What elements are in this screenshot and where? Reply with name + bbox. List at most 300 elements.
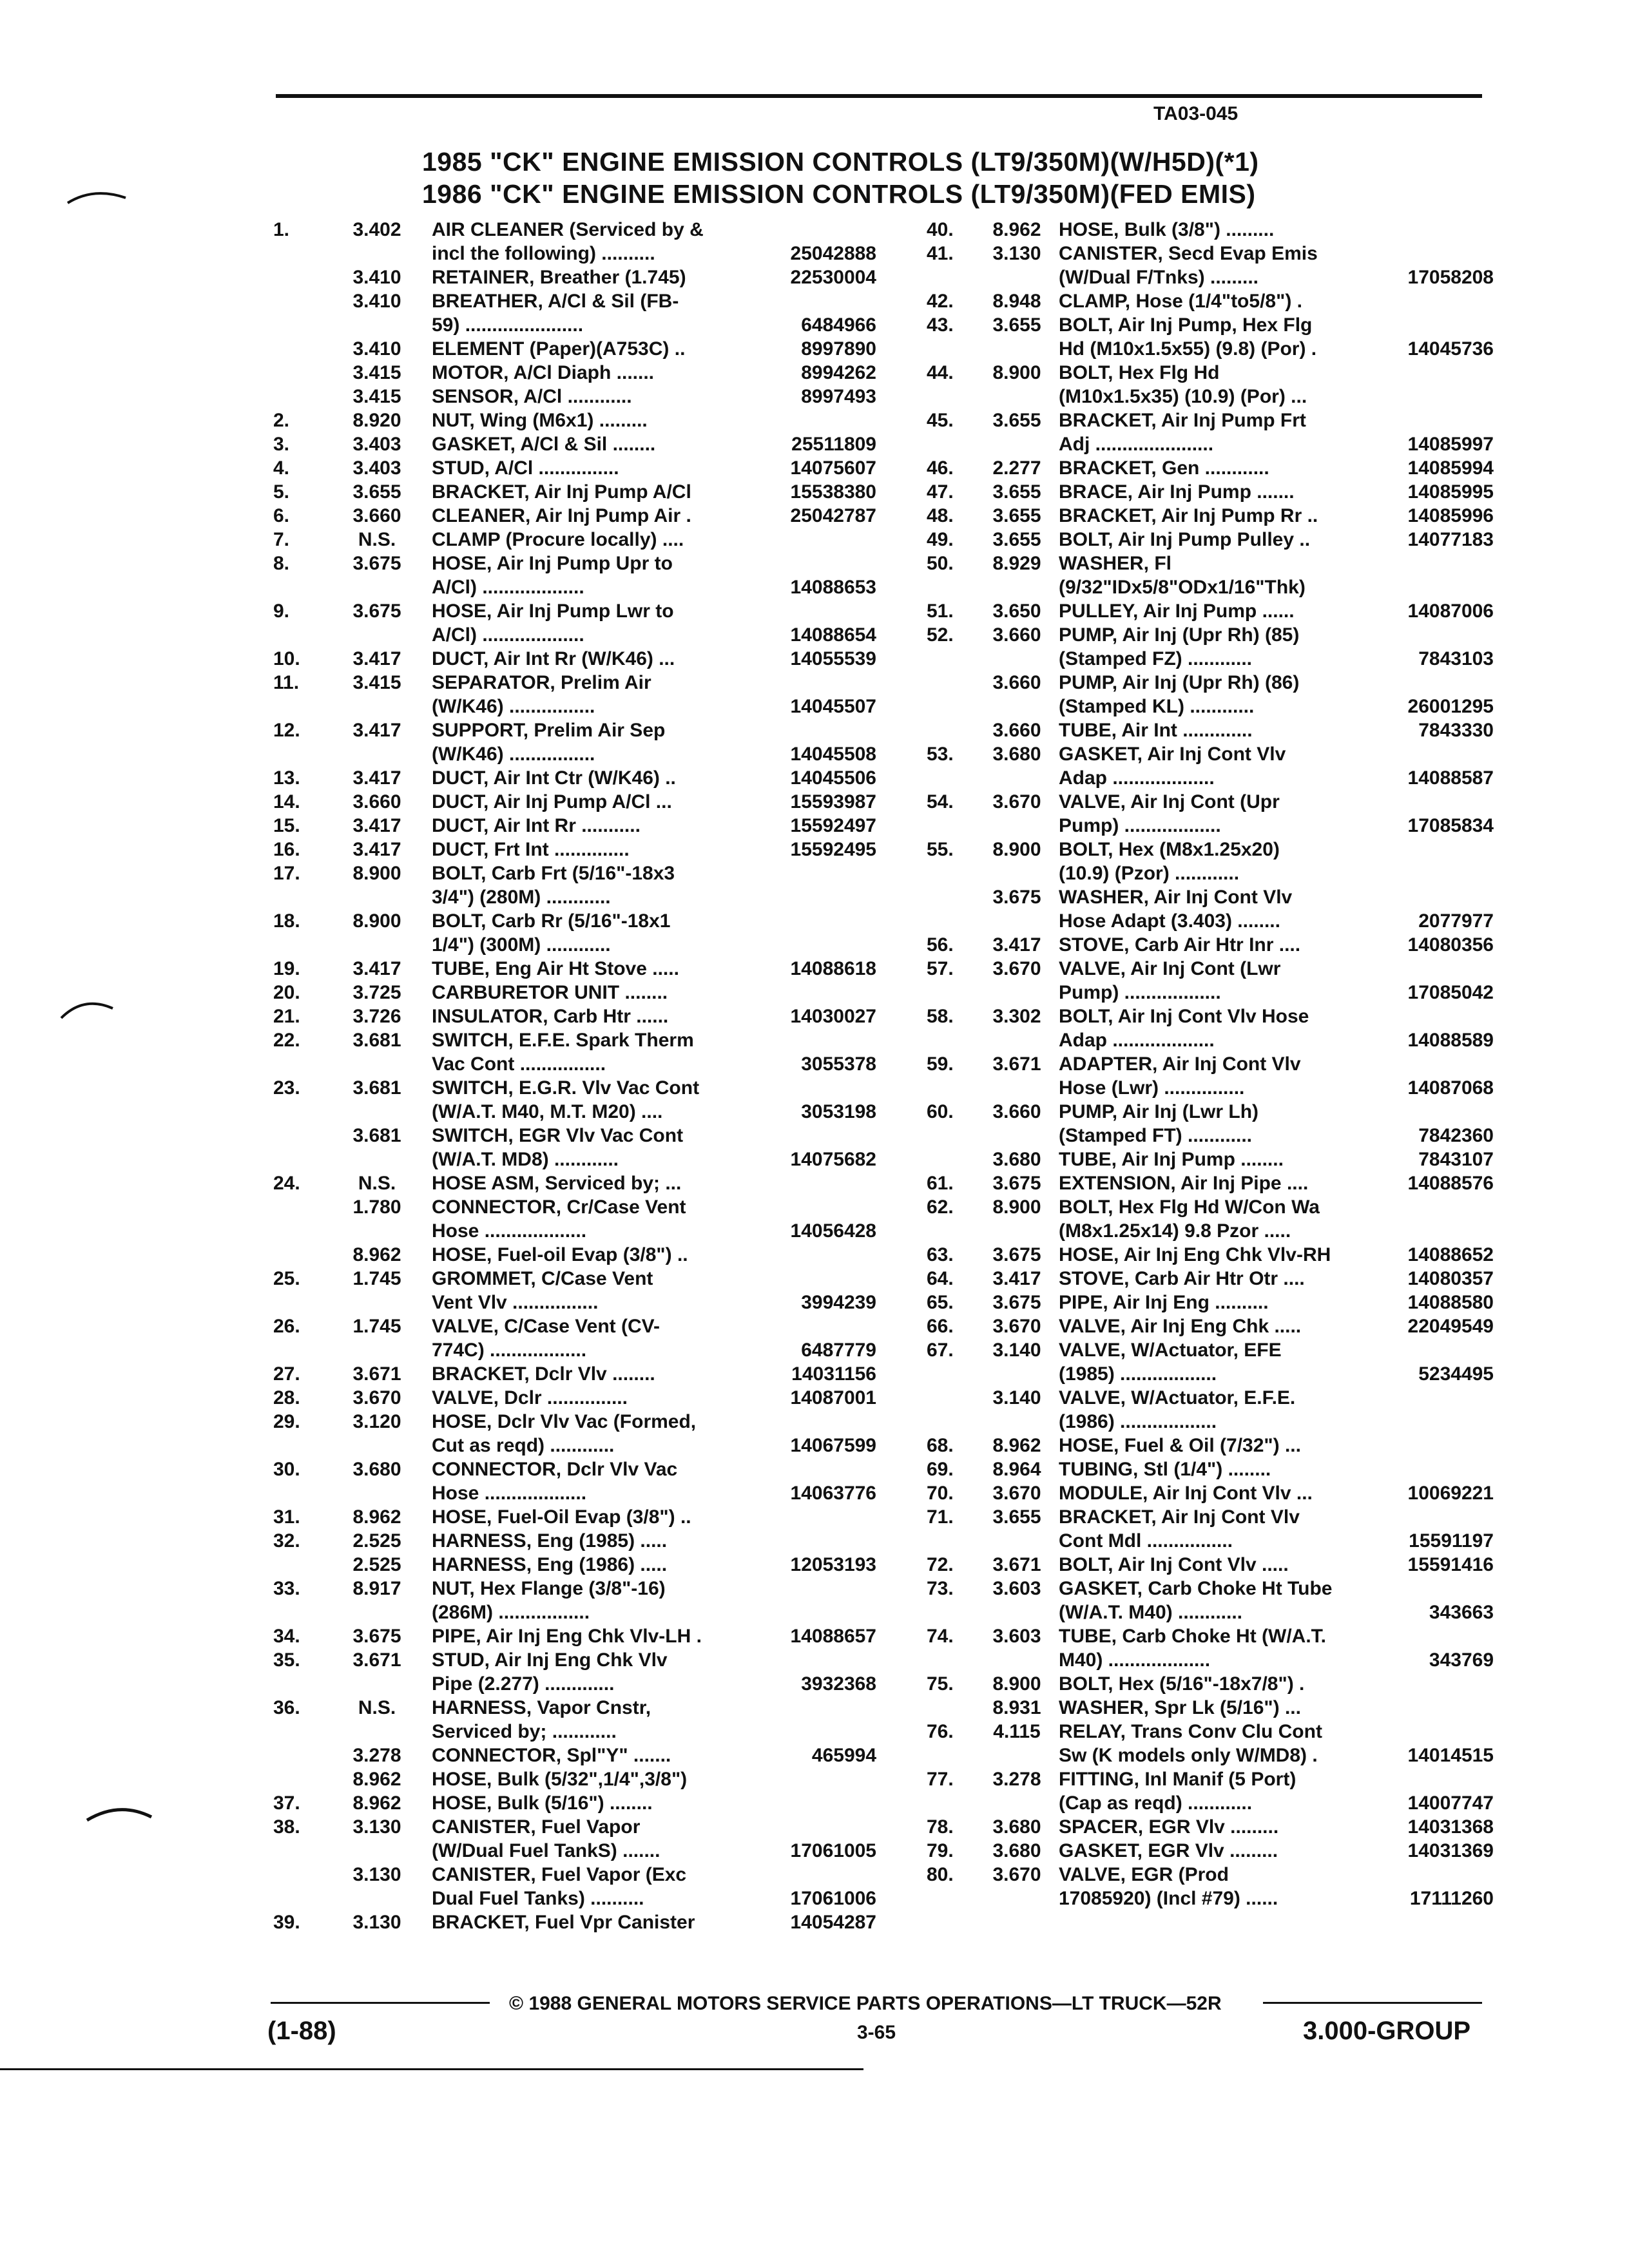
item-number <box>914 385 981 408</box>
part-description: BOLT, Hex Flg Hd <box>1059 362 1220 383</box>
part-description: MODULE, Air Inj Cont Vlv ... <box>1059 1483 1313 1504</box>
parts-row <box>914 861 1494 885</box>
part-description: CLAMP, Hose (1/4"to5/8") . <box>1059 291 1302 312</box>
parts-row <box>914 1219 1494 1243</box>
group-number: 3.417 <box>352 839 401 860</box>
group-number: 3.675 <box>992 1173 1041 1194</box>
part-number: 14088589 <box>1407 1030 1494 1051</box>
part-description: BOLT, Air Inj Pump, Hex Flg <box>1059 314 1313 336</box>
group-number: 1.745 <box>352 1316 401 1337</box>
group-number: 3.410 <box>352 338 401 360</box>
part-description: GASKET, EGR Vlv ......... <box>1059 1840 1278 1861</box>
parts-row <box>258 1148 876 1171</box>
group-number: 2.525 <box>352 1530 401 1552</box>
parts-row <box>914 1505 1494 1529</box>
group-number <box>981 814 1052 838</box>
part-description: PUMP, Air Inj (Lwr Lh) <box>1059 1101 1259 1122</box>
group-number: 3.681 <box>352 1125 401 1146</box>
part-number: 465994 <box>811 1745 876 1766</box>
part-description: BRACKET, Air Inj Pump A/Cl <box>432 481 697 503</box>
parts-row <box>914 1100 1494 1124</box>
item-number <box>258 623 329 647</box>
parts-row <box>914 1887 1494 1910</box>
parts-row <box>258 957 876 981</box>
part-description: incl the following) .......... <box>432 243 655 264</box>
parts-row <box>914 1434 1494 1457</box>
item-number: 50. <box>927 553 954 574</box>
group-number: 4.115 <box>993 1721 1041 1742</box>
parts-row <box>914 766 1494 790</box>
group-number: 3.675 <box>352 601 401 622</box>
group-number: 3.655 <box>352 481 401 503</box>
item-number <box>914 981 981 1004</box>
bottom-rule <box>0 2068 863 2070</box>
part-description: BRACKET, Air Inj Pump Frt <box>1059 410 1306 431</box>
parts-row <box>914 957 1494 981</box>
part-number: 6484966 <box>801 314 876 336</box>
group-number: 3.675 <box>352 1626 401 1647</box>
item-number <box>258 1553 329 1577</box>
part-description: CONNECTOR, Spl"Y" ....... <box>432 1745 671 1766</box>
part-description: Sw (K models only W/MD8) . <box>1059 1745 1318 1766</box>
item-number: 71. <box>927 1506 954 1528</box>
group-number: 3.681 <box>352 1030 401 1051</box>
parts-row <box>914 1791 1494 1815</box>
part-number: 14014515 <box>1407 1745 1494 1766</box>
part-number: 14087068 <box>1407 1077 1494 1099</box>
item-number <box>258 1434 329 1457</box>
parts-row <box>914 432 1494 456</box>
parts-row <box>258 1791 876 1815</box>
group-number <box>329 1100 425 1124</box>
part-number: 343663 <box>1429 1602 1494 1623</box>
part-description: Pump) .................. <box>1059 815 1221 836</box>
part-description: RELAY, Trans Conv Clu Cont <box>1059 1721 1322 1742</box>
part-description: WASHER, Spr Lk (5/16") ... <box>1059 1697 1301 1718</box>
group-number: 3.675 <box>992 1292 1041 1313</box>
part-description: NUT, Wing (M6x1) ......... <box>432 410 648 431</box>
item-number: 44. <box>927 362 954 383</box>
group-number: 3.726 <box>352 1006 401 1027</box>
parts-row <box>914 1243 1494 1267</box>
part-number: 14056428 <box>790 1220 876 1242</box>
part-description: Hd (M10x1.5x55) (9.8) (Por) . <box>1059 338 1317 360</box>
part-description: (1986) .................. <box>1059 1411 1217 1432</box>
group-number: 3.675 <box>992 887 1041 908</box>
margin-mark-2 <box>58 992 116 1024</box>
parts-row <box>258 1815 876 1839</box>
part-description: (286M) ................. <box>432 1602 590 1623</box>
group-number: 8.931 <box>992 1697 1041 1718</box>
group-number <box>329 695 425 718</box>
group-number <box>329 1291 425 1314</box>
parts-row <box>914 1148 1494 1171</box>
part-description: CLAMP (Procure locally) .... <box>432 529 684 550</box>
parts-row <box>914 1744 1494 1767</box>
parts-row <box>258 1648 876 1672</box>
item-number <box>258 885 329 909</box>
group-number: 8.962 <box>992 219 1041 240</box>
part-description: VALVE, W/Actuator, E.F.E. <box>1059 1387 1296 1408</box>
part-description: AIR CLEANER (Serviced by & <box>432 219 704 240</box>
part-number: 17085042 <box>1407 982 1494 1003</box>
item-number: 65. <box>927 1292 954 1313</box>
parts-row <box>914 1124 1494 1148</box>
part-description: (Cap as reqd) ............ <box>1059 1792 1253 1814</box>
group-number <box>329 1839 425 1863</box>
group-number <box>329 623 425 647</box>
item-number <box>914 1696 981 1720</box>
parts-row <box>914 671 1494 695</box>
part-description: HARNESS, Vapor Cnstr, <box>432 1697 651 1718</box>
parts-row <box>258 1124 876 1148</box>
item-number <box>258 1219 329 1243</box>
parts-row <box>258 528 876 552</box>
part-number: 10069221 <box>1407 1483 1494 1504</box>
part-description: VALVE, Air Inj Eng Chk ..... <box>1059 1316 1302 1337</box>
doc-code: TA03-045 <box>1153 103 1239 124</box>
part-number: 14085994 <box>1407 457 1494 479</box>
group-number: 3.671 <box>352 1649 401 1671</box>
group-number: 3.415 <box>352 362 401 383</box>
group-number: 3.660 <box>992 1101 1041 1122</box>
group-number <box>981 1362 1052 1386</box>
item-number <box>914 695 981 718</box>
group-number: 3.660 <box>992 720 1041 741</box>
parts-row <box>258 552 876 575</box>
part-description: HARNESS, Eng (1985) ..... <box>432 1530 668 1552</box>
parts-row <box>258 313 876 337</box>
item-number: 26. <box>273 1316 300 1337</box>
part-number: 14085997 <box>1407 434 1494 455</box>
part-description: PIPE, Air Inj Eng Chk Vlv-LH . <box>432 1626 702 1647</box>
part-number: 17085834 <box>1407 815 1494 836</box>
part-description: (W/K46) ................ <box>432 744 595 765</box>
item-number: 24. <box>273 1173 300 1194</box>
part-description: GASKET, A/Cl & Sil ........ <box>432 434 656 455</box>
group-number: N.S. <box>358 1697 396 1718</box>
item-number: 13. <box>273 767 300 789</box>
parts-row <box>258 1386 876 1410</box>
group-number: 3.725 <box>352 982 401 1003</box>
part-number: 14031368 <box>1407 1816 1494 1838</box>
item-number: 16. <box>273 839 300 860</box>
parts-list-right <box>914 218 1494 1910</box>
part-description: BOLT, Carb Rr (5/16"-18x1 <box>432 910 671 932</box>
part-description: 1/4") (300M) ............ <box>432 934 611 956</box>
part-description: 17085920) (Incl #79) ...... <box>1059 1888 1278 1909</box>
item-number: 39. <box>273 1912 300 1933</box>
parts-row <box>258 1100 876 1124</box>
page-title-1985: 1985 "CK" ENGINE EMISSION CONTROLS (LT9/350M)(W/H5D)(*1) <box>422 147 1259 177</box>
item-number: 69. <box>927 1459 954 1480</box>
part-description: BRACKET, Air Inj Pump Rr .. <box>1059 505 1318 526</box>
group-number: 3.417 <box>992 1268 1041 1289</box>
item-number: 21. <box>273 1006 300 1027</box>
parts-row <box>258 1457 876 1481</box>
part-description: SWITCH, E.G.R. Vlv Vac Cont <box>432 1077 700 1099</box>
parts-row <box>914 814 1494 838</box>
part-description: VALVE, W/Actuator, EFE <box>1059 1340 1282 1361</box>
group-number: 8.917 <box>352 1578 401 1599</box>
parts-row <box>914 528 1494 552</box>
part-number: 14031369 <box>1407 1840 1494 1861</box>
item-number <box>914 432 981 456</box>
parts-row <box>258 361 876 385</box>
item-number: 79. <box>927 1840 954 1861</box>
item-number: 43. <box>927 314 954 336</box>
parts-row <box>258 1434 876 1457</box>
part-description: EXTENSION, Air Inj Pipe .... <box>1059 1173 1309 1194</box>
part-description: SENSOR, A/Cl ............ <box>432 386 632 407</box>
part-description: TUBE, Carb Choke Ht (W/A.T. <box>1059 1626 1327 1647</box>
part-number: 7843330 <box>1418 720 1494 741</box>
parts-row <box>258 1696 876 1720</box>
part-number: 25042888 <box>790 243 876 264</box>
parts-row <box>258 480 876 504</box>
item-number: 80. <box>927 1864 954 1885</box>
group-number: 3.671 <box>352 1363 401 1385</box>
group-number <box>329 313 425 337</box>
part-description: CANISTER, Fuel Vapor (Exc <box>432 1864 687 1885</box>
part-number: 15591197 <box>1409 1530 1494 1552</box>
group-number: N.S. <box>358 529 396 550</box>
item-number: 46. <box>927 457 954 479</box>
parts-row <box>258 265 876 289</box>
parts-row <box>258 1744 876 1767</box>
item-number: 37. <box>273 1792 300 1814</box>
group-number: 3.140 <box>992 1340 1041 1361</box>
parts-row <box>914 218 1494 242</box>
part-number: 14045736 <box>1407 338 1494 360</box>
part-description: Adj ...................... <box>1059 434 1214 455</box>
part-description: CANISTER, Fuel Vapor <box>432 1816 641 1838</box>
parts-row <box>914 1720 1494 1744</box>
parts-row <box>258 766 876 790</box>
group-number: 3.680 <box>352 1459 401 1480</box>
parts-row <box>258 933 876 957</box>
part-description: DUCT, Air Int Rr (W/K46) ... <box>432 648 675 669</box>
group-number <box>329 242 425 265</box>
parts-row <box>258 1910 876 1934</box>
item-number: 2. <box>273 410 290 431</box>
parts-row <box>914 790 1494 814</box>
item-number <box>914 885 981 909</box>
item-number <box>914 1028 981 1052</box>
group-number <box>981 1744 1052 1767</box>
footer-copyright: © 1988 GENERAL MOTORS SERVICE PARTS OPERATIONS—LT TRUCK—52R <box>509 1993 1222 2014</box>
group-number: 3.403 <box>352 434 401 455</box>
parts-row <box>258 1839 876 1863</box>
part-description: Cont Mdl ................ <box>1059 1530 1233 1552</box>
item-number <box>914 909 981 933</box>
part-description: ELEMENT (Paper)(A753C) .. <box>432 338 686 360</box>
part-description: DUCT, Frt Int .............. <box>432 839 630 860</box>
item-number: 18. <box>273 910 300 932</box>
group-number: 3.402 <box>352 219 401 240</box>
parts-row <box>914 718 1494 742</box>
parts-row <box>258 647 876 671</box>
item-number: 1. <box>273 219 290 240</box>
group-number <box>329 575 425 599</box>
item-number: 3. <box>273 434 290 455</box>
part-description: Hose Adapt (3.403) ........ <box>1059 910 1280 932</box>
part-description: INSULATOR, Carb Htr ...... <box>432 1006 669 1027</box>
group-number <box>329 885 425 909</box>
part-number: 14088654 <box>790 624 876 646</box>
item-number: 49. <box>927 529 954 550</box>
parts-row <box>258 289 876 313</box>
item-number <box>914 575 981 599</box>
part-description: Pipe (2.277) ............. <box>432 1673 615 1695</box>
group-number <box>329 1887 425 1910</box>
parts-row <box>914 504 1494 528</box>
group-number: 3.415 <box>352 672 401 693</box>
group-number <box>981 337 1052 361</box>
group-number: 8.900 <box>352 910 401 932</box>
parts-row <box>914 1386 1494 1410</box>
parts-row <box>914 265 1494 289</box>
part-description: BOLT, Hex (M8x1.25x20) <box>1059 839 1280 860</box>
group-number <box>981 1887 1052 1910</box>
part-description: BOLT, Carb Frt (5/16"-18x3 <box>432 863 675 884</box>
item-number <box>258 289 329 313</box>
group-number: 3.655 <box>992 410 1041 431</box>
item-number <box>258 1863 329 1887</box>
part-description: TUBE, Air Inj Pump ........ <box>1059 1149 1284 1170</box>
item-number: 34. <box>273 1626 300 1647</box>
parts-row <box>258 838 876 861</box>
item-number <box>914 1362 981 1386</box>
part-description: (W/A.T. M40, M.T. M20) .... <box>432 1101 663 1122</box>
group-number: 8.962 <box>352 1244 401 1265</box>
item-number: 74. <box>927 1626 954 1647</box>
parts-row <box>914 1839 1494 1863</box>
part-number: 8997890 <box>801 338 876 360</box>
parts-row <box>258 1195 876 1219</box>
item-number <box>258 1839 329 1863</box>
part-description: HOSE, Air Inj Pump Lwr to <box>432 601 674 622</box>
group-number <box>981 861 1052 885</box>
group-number: 3.660 <box>352 505 401 526</box>
part-number: 14088618 <box>790 958 876 979</box>
parts-row <box>258 1505 876 1529</box>
item-number: 53. <box>927 744 954 765</box>
item-number: 17. <box>273 863 300 884</box>
parts-row <box>914 1553 1494 1577</box>
part-number: 2077977 <box>1418 910 1494 932</box>
group-number: 3.670 <box>992 958 1041 979</box>
item-number: 52. <box>927 624 954 646</box>
footer-group: 3.000-GROUP <box>1303 2017 1471 2045</box>
parts-row <box>914 885 1494 909</box>
part-description: STUD, A/Cl ............... <box>432 457 619 479</box>
item-number <box>914 1529 981 1553</box>
parts-row <box>258 671 876 695</box>
group-number: 3.278 <box>992 1769 1041 1790</box>
group-number: 3.671 <box>992 1053 1041 1075</box>
part-description: (W/A.T. MD8) ............ <box>432 1149 619 1170</box>
parts-row <box>258 432 876 456</box>
item-number: 35. <box>273 1649 300 1671</box>
group-number: 8.964 <box>992 1459 1041 1480</box>
parts-row <box>914 552 1494 575</box>
group-number: 3.655 <box>992 1506 1041 1528</box>
group-number: 1.780 <box>352 1196 401 1218</box>
item-number <box>914 1648 981 1672</box>
parts-row <box>258 1887 876 1910</box>
group-number: 3.680 <box>992 1816 1041 1838</box>
part-description: A/Cl) ................... <box>432 577 584 598</box>
group-number <box>329 1672 425 1696</box>
part-description: 3/4") (280M) ............ <box>432 887 611 908</box>
part-description: CONNECTOR, Dclr Vlv Vac <box>432 1459 678 1480</box>
group-number: 3.130 <box>352 1912 401 1933</box>
part-number: 7842360 <box>1418 1125 1494 1146</box>
part-description: HOSE, Air Inj Pump Upr to <box>432 553 673 574</box>
parts-row <box>258 1291 876 1314</box>
item-number: 48. <box>927 505 954 526</box>
item-number <box>258 1243 329 1267</box>
group-number: 3.660 <box>352 791 401 812</box>
footer-page-number: 3-65 <box>857 2022 896 2043</box>
item-number: 66. <box>927 1316 954 1337</box>
group-number: 3.655 <box>992 481 1041 503</box>
item-number <box>914 265 981 289</box>
parts-row <box>914 742 1494 766</box>
parts-row <box>914 1624 1494 1648</box>
part-description: BRACKET, Dclr Vlv ........ <box>432 1363 655 1385</box>
group-number <box>981 432 1052 456</box>
part-description: Vac Cont ................ <box>432 1053 606 1075</box>
part-number: 14045506 <box>790 767 876 789</box>
part-number: 22049549 <box>1407 1316 1494 1337</box>
item-number <box>258 1600 329 1624</box>
parts-row <box>914 1648 1494 1672</box>
parts-row <box>914 838 1494 861</box>
group-number: 3.660 <box>992 672 1041 693</box>
parts-row <box>258 1267 876 1291</box>
parts-row <box>258 742 876 766</box>
parts-row <box>914 599 1494 623</box>
parts-row <box>914 1672 1494 1696</box>
part-description: TUBE, Eng Air Ht Stove ..... <box>432 958 679 979</box>
item-number <box>258 1672 329 1696</box>
parts-row <box>258 456 876 480</box>
part-description: STUD, Air Inj Eng Chk Vlv <box>432 1649 668 1671</box>
group-number: 3.417 <box>352 958 401 979</box>
parts-row <box>914 1600 1494 1624</box>
item-number <box>258 575 329 599</box>
part-description: VALVE, C/Case Vent (CV- <box>432 1316 660 1337</box>
group-number: 3.681 <box>352 1077 401 1099</box>
part-number: 12053193 <box>790 1554 876 1575</box>
parts-row <box>258 599 876 623</box>
group-number <box>981 1410 1052 1434</box>
item-number <box>258 361 329 385</box>
part-number: 14045508 <box>790 744 876 765</box>
part-number: 14088587 <box>1407 767 1494 789</box>
part-number: 14075682 <box>790 1149 876 1170</box>
group-number: 8.948 <box>992 291 1041 312</box>
part-number: 7843103 <box>1418 648 1494 669</box>
item-number: 28. <box>273 1387 300 1408</box>
part-description: GROMMET, C/Case Vent <box>432 1268 653 1289</box>
group-number <box>981 1219 1052 1243</box>
parts-row <box>914 695 1494 718</box>
part-description: PUMP, Air Inj (Upr Rh) (85) <box>1059 624 1300 646</box>
part-description: HOSE, Air Inj Eng Chk Vlv-RH <box>1059 1244 1336 1265</box>
